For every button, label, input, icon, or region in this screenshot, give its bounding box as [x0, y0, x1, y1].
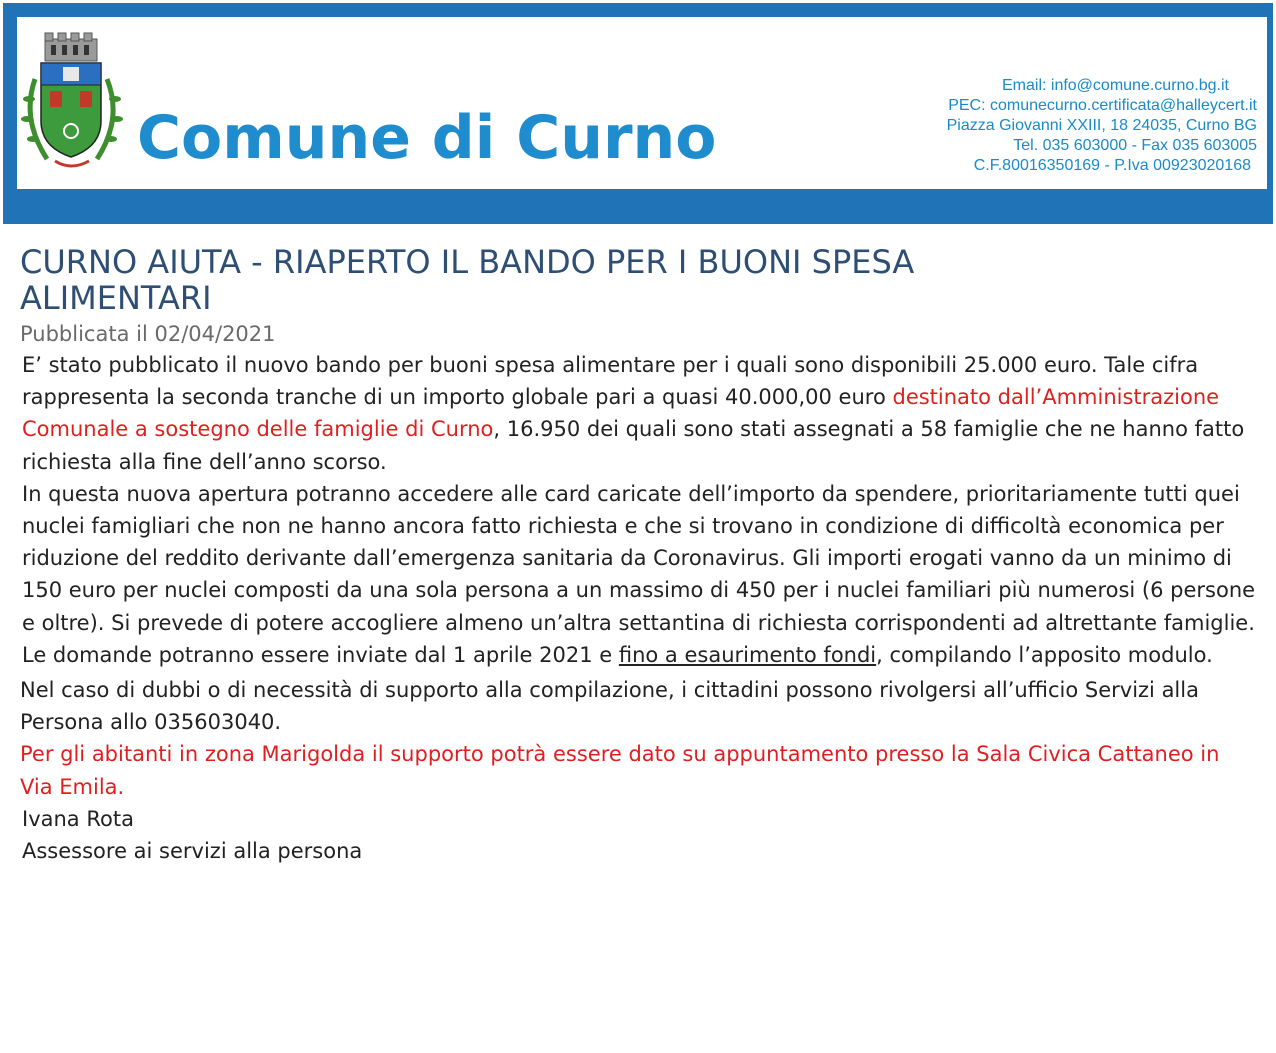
paragraph-application	[22, 639, 1258, 671]
contact-pec[interactable]: PEC: comunecurno.certificata@halleycert.it	[948, 97, 1257, 114]
signature-role: Assessore ai servizi alla persona	[22, 839, 363, 864]
paragraph-support: Nel caso di dubbi o di necessità di supporto alla compilazione, i cittadini possono rivolgersi all’ufficio Servizi alla Persona allo 035603040.	[20, 678, 1199, 735]
article-body	[22, 349, 1258, 867]
contact-address: Piazza Giovanni XXIII, 18 24035, Curno BG	[946, 117, 1257, 134]
coat-of-arms-icon	[17, 29, 127, 179]
article-title: CURNO AIUTA - RIAPERTO IL BANDO PER I BUONI SPESA ALIMENTARI	[20, 243, 915, 317]
paragraph-intro-text-a: E’ stato pubblicato il nuovo bando per buoni spesa alimentare per i quali sono disponibili 25.000 euro. Tale cifra rappresenta la seconda tranche di un importo globale pari a quasi 40.000,00 euro	[22, 353, 1199, 410]
article	[20, 244, 1260, 867]
paragraph-marigolda: Per gli abitanti in zona Marigolda il supporto potrà essere dato su appuntamento presso la Sala Civica Cattaneo in Via Emila.	[20, 742, 1220, 799]
site-title: Comune di Curno	[137, 103, 717, 173]
paragraph-intro-text-b: , 16.950 dei quali sono stati assegnati a 58 famiglie che ne hanno fatto richiesta alla fine dell’anno scorso.	[22, 417, 1245, 474]
contact-fiscal: C.F.80016350169 - P.Iva 00923020168	[973, 157, 1251, 174]
paragraph-intro-highlight: destinato dall’Amministrazione Comunale a sostegno delle famiglie di Curno	[22, 385, 1220, 442]
contact-email[interactable]: Email: info@comune.curno.bg.it	[1001, 77, 1229, 94]
contact-block	[837, 76, 1257, 176]
paragraph-application-text-a: Le domande potranno essere inviate dal 1 aprile 2021 e	[22, 642, 619, 667]
paragraph-eligibility: In questa nuova apertura potranno accedere alle card caricate dell’importo da spendere, prioritariamente tutti quei nuclei famigliari che non ne hanno ancora fatto richiesta e che si trovano in condizione di difficoltà economica per riduzione del reddito derivante dall’emergenza sanitaria da Coronavirus. Gli importi erogati vanno da un minimo di 150 euro per nuclei composti da una sola persona a un massimo di 450 per i nuclei familiari più numerosi (6 persone e oltre). Si prevede di potere accogliere almeno un’altra settantina di richiesta corrispondenti ad altrettante famiglie.	[22, 481, 1256, 635]
paragraph-application-text-b: , compilando l’apposito modulo.	[876, 642, 1213, 667]
contact-phone: Tel. 035 603000 - Fax 035 603005	[1013, 137, 1257, 154]
header-panel	[17, 17, 1267, 189]
paragraph-intro	[22, 349, 1258, 478]
header-band	[3, 3, 1273, 224]
publication-date: Pubblicata il 02/04/2021	[20, 322, 276, 346]
funds-link[interactable]: fino a esaurimento fondi	[618, 642, 877, 667]
signature-name: Ivana Rota	[22, 806, 134, 831]
